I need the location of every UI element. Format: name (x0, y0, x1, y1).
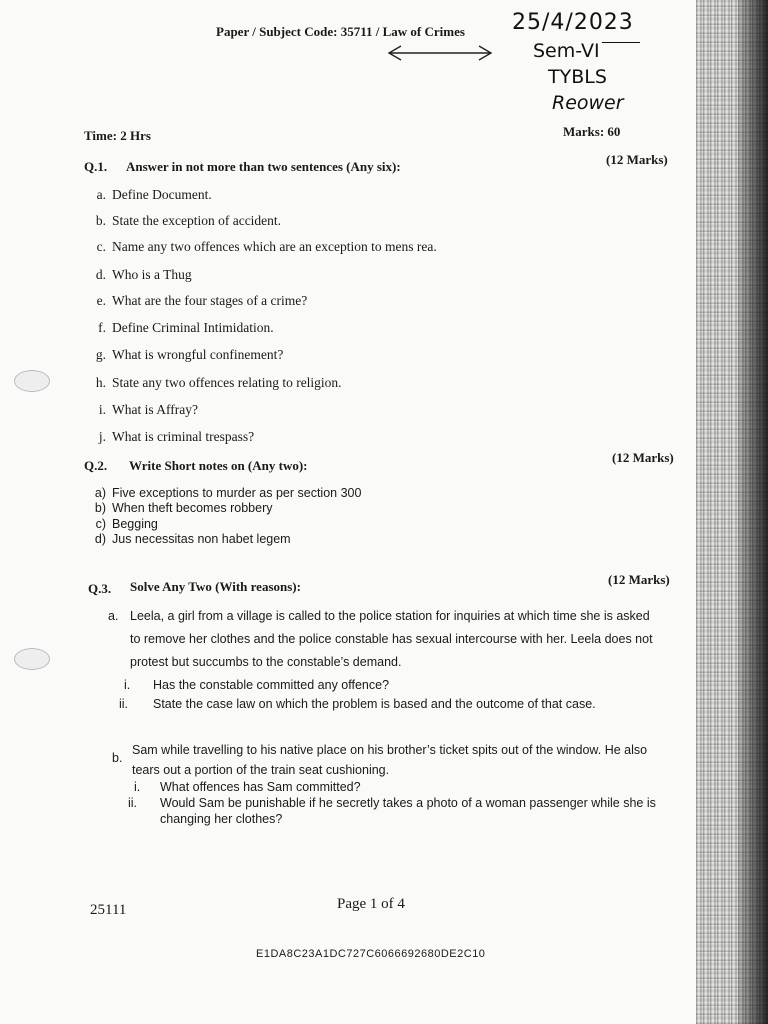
q2-number: Q.2. (84, 458, 108, 473)
q3a-sub-num: i. (124, 678, 131, 692)
q3a-line: Leela, a girl from a village is called to the police station for inquiries at which time she is asked (130, 609, 650, 623)
handwritten-date: 25/4/2023 (512, 10, 634, 35)
q1-item: i. What is Affray? (98, 402, 198, 417)
q1-item: c. Name any two offences which are an exception to mens rea. (96, 239, 437, 254)
q3b-sub-text: What offences has Sam committed? (160, 780, 361, 794)
q1-item: b. State the exception of accident. (95, 213, 282, 228)
handwritten-note: Reower (552, 92, 624, 114)
marks-label: Marks: 60 (563, 124, 621, 139)
q1-marks: (12 Marks) (606, 152, 668, 167)
footer-code-left: 25111 (90, 902, 127, 918)
q3b-sub-num: i. (134, 780, 141, 794)
q3a-sub-text: Has the constable committed any offence? (153, 678, 390, 692)
q1-title: Answer in not more than two sentences (Any six): (126, 159, 401, 174)
q1-item: j. What is criminal trespass? (98, 429, 255, 444)
q1-item: e. What are the four stages of a crime? (96, 293, 308, 308)
q2-item: c) Begging (95, 517, 158, 531)
double-arrow-icon (385, 44, 495, 62)
scan-edge-dark (738, 0, 768, 1024)
q3a-line: to remove her clothes and the police constable has sexual intercourse with her. Leela does not (130, 632, 653, 646)
q3a-line: protest but succumbs to the constable’s demand. (130, 655, 402, 669)
q1-number: Q.1. (84, 159, 108, 174)
footer-hash: E1DA8C23A1DC727C6066692680DE2C10 (256, 948, 486, 960)
q1-item: f. Define Criminal Intimidation. (98, 320, 274, 335)
paper-code: Paper / Subject Code: 35711 / Law of Crimes (216, 24, 465, 39)
punch-hole-bottom (14, 648, 50, 670)
q2-item: b) When theft becomes robbery (94, 501, 273, 515)
q2-title: Write Short notes on (Any two): (129, 458, 308, 473)
q3b-sub-num: ii. (128, 796, 138, 810)
punch-hole-top (14, 370, 50, 392)
q3-title: Solve Any Two (With reasons): (130, 579, 301, 594)
semester-overline (602, 42, 640, 43)
q2-item: d) Jus necessitas non habet legem (94, 532, 291, 546)
q3a-letter: a. (108, 609, 119, 623)
q1-item: a. Define Document. (96, 187, 212, 202)
q3a-sub-text: State the case law on which the problem is based and the outcome of that case. (153, 697, 596, 711)
page-number: Page 1 of 4 (337, 896, 405, 912)
q3a-sub-num: ii. (119, 697, 129, 711)
q1-item: g. What is wrongful confinement? (95, 347, 284, 362)
q3-number: Q.3. (88, 581, 112, 596)
handwritten-semester: Sem-VI (533, 40, 600, 62)
q3b-line: Sam while travelling to his native place on his brother’s ticket spits out of the window. He also (132, 743, 648, 757)
q2-marks: (12 Marks) (612, 450, 674, 465)
q3b-line: tears out a portion of the train seat cushioning. (132, 763, 390, 777)
q3b-sub-line: Would Sam be punishable if he secretly takes a photo of a woman passenger while she is (160, 796, 656, 810)
handwritten-class: TYBLS (548, 66, 607, 88)
q2-item: a) Five exceptions to murder as per section 300 (94, 486, 362, 500)
q1-item: d. Who is a Thug (95, 267, 192, 282)
q3b-letter: b. (112, 751, 123, 765)
q3-marks: (12 Marks) (608, 572, 670, 587)
q1-item: h. State any two offences relating to religion. (95, 375, 342, 390)
q3b-sub-line: changing her clothes? (160, 812, 283, 826)
time-label: Time: 2 Hrs (84, 128, 151, 143)
